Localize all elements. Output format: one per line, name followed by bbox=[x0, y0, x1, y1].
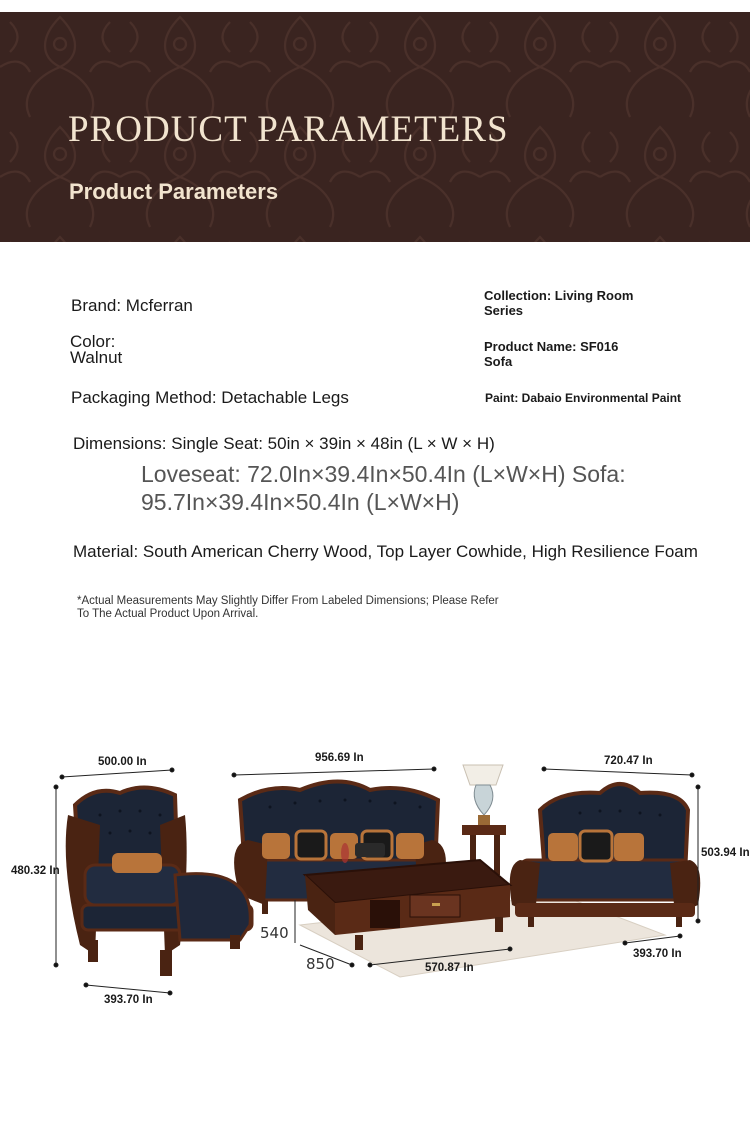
armchair-icon bbox=[66, 787, 252, 976]
single-depth-label: 393.70 In bbox=[104, 994, 153, 1006]
collection-line-2: Series bbox=[484, 303, 524, 318]
material-text: Material: South American Cherry Wood, Top Layer Cowhide, High Resilience Foam bbox=[73, 542, 698, 561]
product-name-line-1: Product Name: SF016 bbox=[484, 339, 619, 354]
sofa-set-illustration bbox=[0, 745, 750, 1015]
furniture-dimension-figure bbox=[0, 745, 750, 1015]
table-width-label: 850 bbox=[306, 955, 335, 973]
collection-text bbox=[484, 288, 634, 318]
collection-line-1: Collection: Living Room bbox=[484, 288, 634, 303]
paint-text: Paint: Dabaio Environmental Paint bbox=[485, 391, 682, 405]
header-banner bbox=[0, 12, 750, 242]
table-height-label: 540 bbox=[260, 924, 289, 942]
dimensions-text: Dimensions: Single Seat: 50in × 39in × 48in (L × W × H) bbox=[73, 434, 495, 453]
dimensions-more-text: Loveseat: 72.0In×39.4In×50.4In (L×W×H) Sofa: 95.7In×39.4In×50.4In (L×W×H) bbox=[141, 461, 626, 515]
single-width-label: 500.00 In bbox=[98, 756, 147, 768]
measurement-note: *Actual Measurements May Slightly Differ From Labeled Dimensions; Please Refer To The Actual Product Upon Arrival. bbox=[77, 595, 499, 620]
color-text bbox=[70, 334, 122, 366]
product-name-text bbox=[484, 339, 618, 369]
brand-text: Brand: Mcferran bbox=[71, 296, 193, 315]
color-value: Walnut bbox=[70, 348, 123, 367]
color-label: Color: bbox=[70, 332, 116, 351]
single-height-label: 480.32 In bbox=[11, 865, 60, 877]
loveseat-width-label: 720.47 In bbox=[604, 755, 653, 767]
page-subtitle: Product Parameters bbox=[69, 179, 279, 204]
loveseat-height-label: 503.94 In bbox=[701, 847, 750, 859]
sofa-width-label: 956.69 In bbox=[315, 752, 364, 764]
table-lamp-icon bbox=[462, 765, 506, 875]
product-name-line-2: Sofa bbox=[484, 354, 513, 369]
loveseat-depth-label: 393.70 In bbox=[633, 948, 682, 960]
packaging-text: Packaging Method: Detachable Legs bbox=[71, 388, 349, 407]
loveseat-icon bbox=[510, 784, 700, 927]
page-title: PRODUCT PARAMETERS bbox=[68, 109, 509, 150]
table-length-label: 570.87 In bbox=[425, 962, 474, 974]
